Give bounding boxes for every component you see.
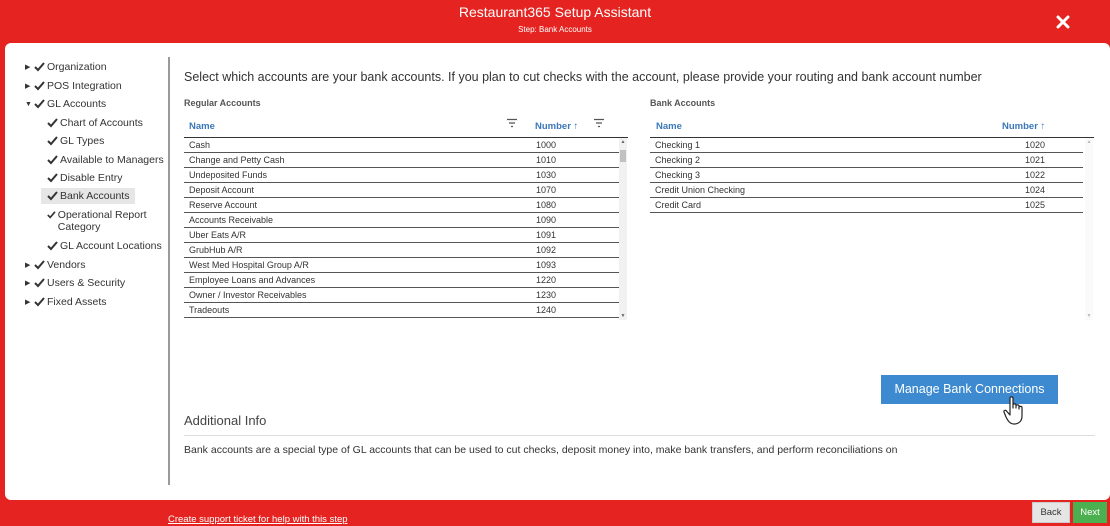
- regular-accounts-table: [184, 138, 620, 320]
- account-name-cell: Tradeouts: [189, 305, 230, 315]
- sidebar-item-label: POS Integration: [47, 80, 122, 92]
- account-name-cell: Undeposited Funds: [189, 170, 268, 180]
- sidebar-item-vendors[interactable]: [25, 257, 86, 273]
- sidebar-item-label: Organization: [47, 61, 107, 73]
- column-label: Number: [1002, 121, 1038, 132]
- sidebar-item-available-to-managers[interactable]: [47, 152, 164, 168]
- account-name-cell: Change and Petty Cash: [189, 155, 285, 165]
- additional-info-title: Additional Info: [184, 413, 267, 428]
- bank-accounts-label: Bank Accounts: [650, 98, 716, 108]
- check-icon: [34, 99, 45, 109]
- account-name-cell: Owner / Investor Receivables: [189, 290, 307, 300]
- account-name-cell: Deposit Account: [189, 185, 255, 195]
- hand-cursor-icon: [1002, 395, 1028, 427]
- scroll-up-icon[interactable]: ▲: [1086, 139, 1092, 145]
- sidebar-item-label: Disable Entry: [60, 172, 123, 184]
- bank-col-number[interactable]: [1002, 121, 1045, 132]
- table-row[interactable]: [184, 138, 620, 153]
- sidebar-item-label: GL Types: [60, 135, 105, 147]
- table-row[interactable]: [184, 228, 620, 243]
- account-number-cell: 1030: [536, 170, 557, 180]
- table-row[interactable]: [184, 168, 620, 183]
- scroll-down-icon[interactable]: ▼: [1086, 313, 1092, 319]
- scroll-thumb[interactable]: [620, 150, 626, 162]
- sidebar-item-disable-entry[interactable]: [47, 170, 122, 186]
- account-name-cell: Checking 2: [655, 155, 701, 165]
- sidebar-item-fixed-assets[interactable]: [25, 294, 107, 310]
- account-name-cell: GrubHub A/R: [189, 245, 243, 255]
- account-name-cell: Checking 3: [655, 170, 701, 180]
- check-icon: [47, 191, 58, 201]
- table-row[interactable]: [184, 198, 620, 213]
- account-number-cell: 1070: [536, 185, 557, 195]
- table-row[interactable]: [184, 213, 620, 228]
- account-name-cell: Uber Eats A/R: [189, 230, 247, 240]
- sidebar-item-gl-account-locations[interactable]: [47, 238, 162, 254]
- account-name-cell: Employee Loans and Advances: [189, 275, 316, 285]
- sidebar-item-label: Vendors: [47, 259, 86, 271]
- column-label: Number: [535, 121, 571, 132]
- account-number-cell: 1022: [1025, 170, 1046, 180]
- back-button[interactable]: Back: [1032, 502, 1070, 523]
- sidebar-item-label: Users & Security: [47, 277, 126, 289]
- check-icon: [34, 297, 45, 307]
- check-icon: [34, 260, 45, 270]
- table-row[interactable]: [184, 303, 620, 318]
- account-number-cell: 1020: [1025, 140, 1046, 150]
- intro-text: Select which accounts are your bank accounts. If you plan to cut checks with the account, please provide your routing and bank account number: [184, 70, 982, 84]
- account-name-cell: Credit Card: [655, 200, 702, 210]
- account-number-cell: 1220: [536, 275, 557, 285]
- support-ticket-link[interactable]: Create support ticket for help with this step: [168, 514, 348, 525]
- additional-info-divider: [184, 435, 1095, 436]
- caret-right-icon: ▶: [25, 299, 31, 306]
- check-icon: [34, 278, 45, 288]
- account-name-cell: Cash: [189, 140, 211, 150]
- sidebar-item-label: Bank Accounts: [60, 190, 130, 202]
- sidebar-divider: [168, 57, 170, 485]
- bank-scrollbar[interactable]: [1085, 138, 1093, 320]
- bank-col-name[interactable]: Name: [656, 121, 682, 132]
- additional-info-text: Bank accounts are a special type of GL accounts that can be used to cut checks, deposit money into, make bank transfers, and perform reconciliations on: [184, 444, 898, 456]
- check-icon: [47, 241, 58, 251]
- check-icon: [34, 81, 45, 91]
- table-row[interactable]: [650, 183, 1083, 198]
- table-row[interactable]: [184, 153, 620, 168]
- sidebar-item-pos-integration[interactable]: [25, 78, 122, 94]
- account-number-cell: 1093: [536, 260, 557, 270]
- account-number-cell: 1000: [536, 140, 557, 150]
- account-number-cell: 1024: [1025, 185, 1046, 195]
- scroll-up-icon[interactable]: ▲: [620, 139, 626, 145]
- account-number-cell: 1010: [536, 155, 557, 165]
- account-number-cell: 1091: [536, 230, 557, 240]
- sidebar-item-label: GL Accounts: [47, 98, 107, 110]
- check-icon: [47, 118, 58, 128]
- check-icon: [47, 136, 58, 146]
- sidebar-item-chart-of-accounts[interactable]: [47, 115, 143, 131]
- regular-col-name[interactable]: Name: [189, 121, 215, 132]
- check-icon: [47, 155, 58, 165]
- filter-icon[interactable]: [506, 118, 518, 128]
- account-number-cell: 1230: [536, 290, 557, 300]
- account-number-cell: 1080: [536, 200, 557, 210]
- caret-down-icon: ▼: [25, 100, 32, 108]
- table-row[interactable]: [650, 138, 1083, 153]
- sidebar-item-users-security[interactable]: [25, 275, 125, 291]
- table-row[interactable]: [184, 243, 620, 258]
- sidebar-item-label: GL Account Locations: [60, 240, 162, 252]
- sidebar-item-label: Fixed Assets: [47, 296, 107, 308]
- regular-col-number[interactable]: [535, 121, 578, 132]
- sidebar-item-gl-accounts[interactable]: [25, 96, 106, 112]
- sidebar-item-bank-accounts[interactable]: [41, 188, 135, 204]
- close-icon[interactable]: [1056, 15, 1070, 29]
- table-row[interactable]: [650, 153, 1083, 168]
- account-name-cell: Accounts Receivable: [189, 215, 274, 225]
- sort-asc-icon: ↑: [573, 121, 579, 132]
- filter-icon[interactable]: [593, 118, 605, 128]
- account-name-cell: Checking 1: [655, 140, 701, 150]
- next-button[interactable]: Next: [1073, 502, 1107, 523]
- table-row[interactable]: [184, 258, 620, 273]
- sidebar-item-organization[interactable]: [25, 59, 107, 75]
- account-name-cell: West Med Hospital Group A/R: [189, 260, 309, 270]
- scroll-down-icon[interactable]: ▼: [620, 313, 626, 319]
- sidebar-item-label: Chart of Accounts: [60, 117, 143, 129]
- manage-bank-connections-button[interactable]: Manage Bank Connections: [881, 375, 1058, 404]
- account-number-cell: 1240: [536, 305, 557, 315]
- caret-right-icon: ▶: [25, 64, 31, 71]
- check-icon: [34, 62, 45, 72]
- sidebar-item-operational-report-category[interactable]: [47, 209, 165, 233]
- account-number-cell: 1025: [1025, 200, 1046, 210]
- sidebar: [5, 43, 170, 500]
- account-number-cell: 1090: [536, 215, 557, 225]
- check-icon: [47, 173, 58, 183]
- check-icon: [47, 210, 56, 220]
- table-row[interactable]: [650, 198, 1083, 213]
- table-row[interactable]: [184, 288, 620, 303]
- caret-right-icon: ▶: [25, 83, 31, 90]
- table-row[interactable]: [184, 273, 620, 288]
- table-row[interactable]: [650, 168, 1083, 183]
- sidebar-item-label: Operational Report Category: [57, 209, 147, 233]
- sidebar-item-label: Available to Managers: [60, 154, 164, 166]
- regular-accounts-label: Regular Accounts: [184, 98, 261, 108]
- step-subtitle: Step: Bank Accounts: [518, 25, 592, 34]
- sort-asc-icon: ↑: [1040, 121, 1046, 132]
- caret-right-icon: ▶: [25, 262, 31, 269]
- bank-accounts-table: [650, 138, 1083, 320]
- account-name-cell: Credit Union Checking: [655, 185, 746, 195]
- app-title: Restaurant365 Setup Assistant: [458, 4, 652, 20]
- caret-right-icon: ▶: [25, 280, 31, 287]
- main-panel: [5, 43, 1110, 500]
- account-name-cell: Reserve Account: [189, 200, 258, 210]
- account-number-cell: 1092: [536, 245, 557, 255]
- title-bar: [0, 0, 1110, 42]
- table-row[interactable]: [184, 183, 620, 198]
- sidebar-item-gl-types[interactable]: [47, 133, 104, 149]
- regular-scrollbar[interactable]: [619, 138, 627, 320]
- account-number-cell: 1021: [1025, 155, 1046, 165]
